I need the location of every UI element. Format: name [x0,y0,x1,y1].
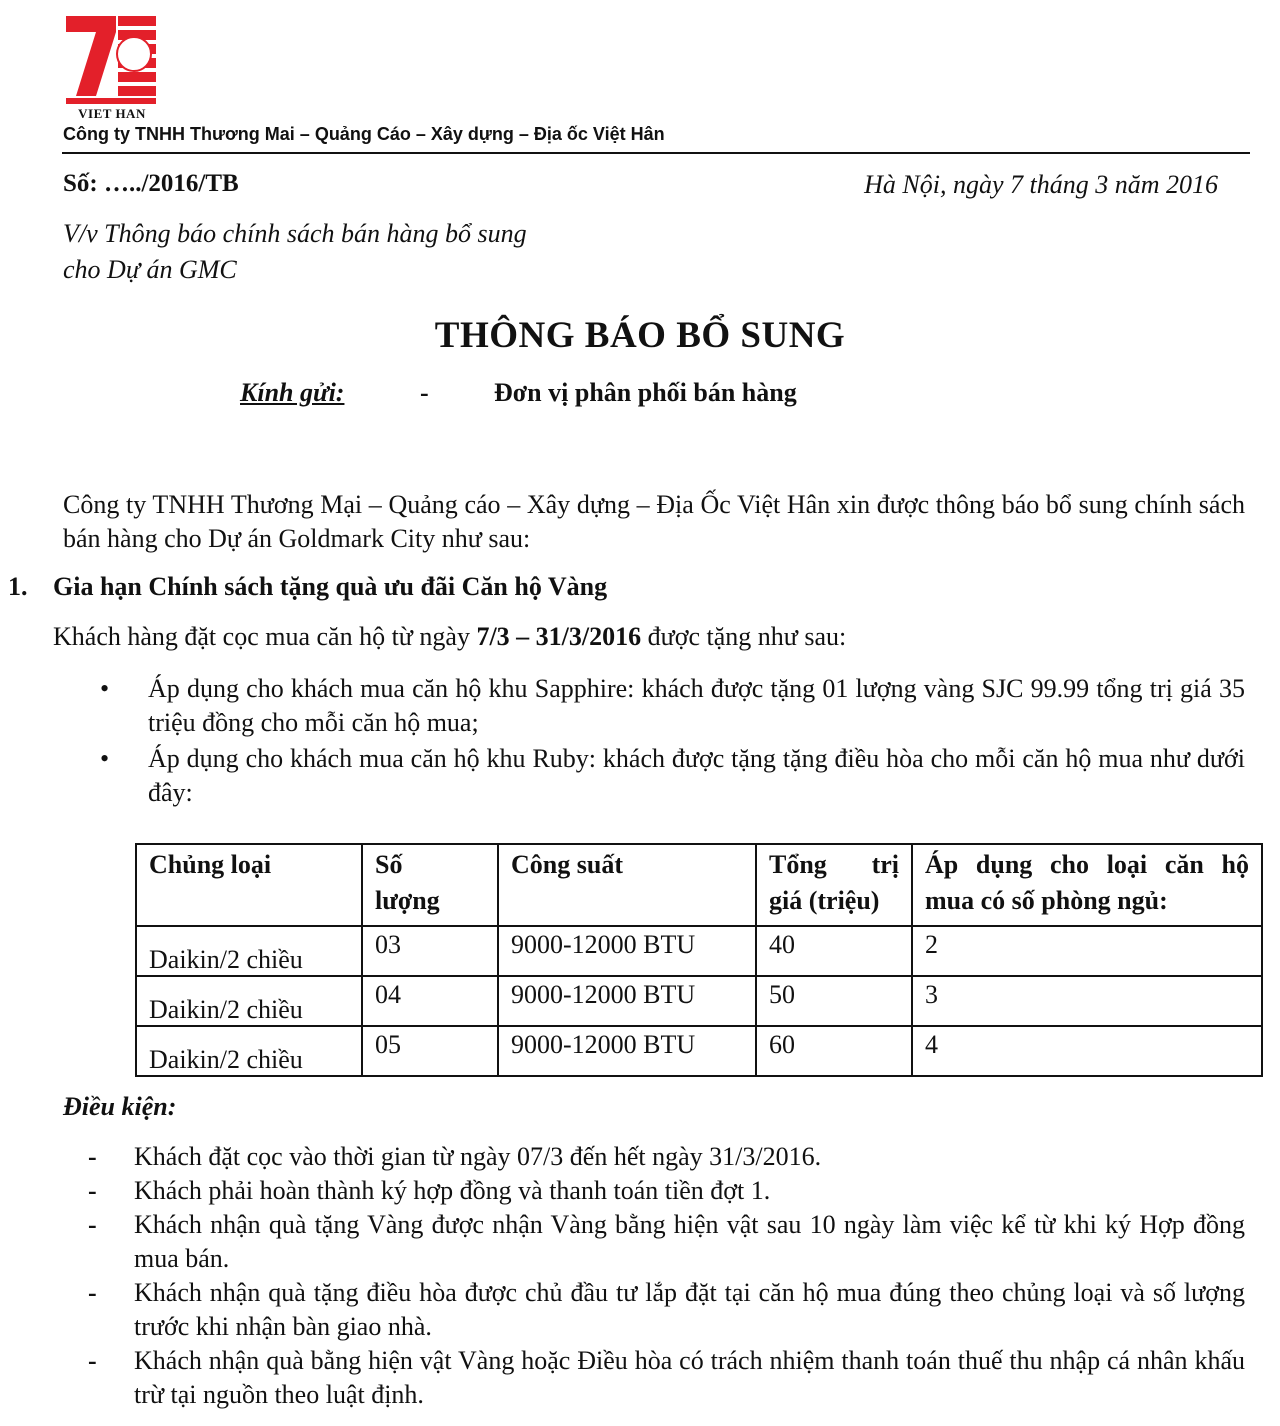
conditions-heading: Điều kiện: [63,1092,177,1121]
list-item-text: Áp dụng cho khách mua căn hộ khu Ruby: khách được tặng tặng điều hòa cho mỗi căn hộ mua như dưới đây: [148,744,1245,807]
list-item-text: Áp dụng cho khách mua căn hộ khu Sapphire: khách được tặng 01 lượng vàng SJC 99.99 tổng trị giá 35 triệu đồng cho mỗi căn hộ mua; [148,674,1245,737]
list-item [100,742,1245,810]
company-name: Công ty TNHH Thương Mai – Quảng Cáo – Xây dựng – Địa ốc Việt Hân [63,124,665,144]
dash-marker: - [88,1346,97,1375]
cell-type: Daikin/2 chiều [136,926,362,976]
recipient-dash: - [420,378,429,407]
intro-paragraph: Công ty TNHH Thương Mại – Quảng cáo – Xây dựng – Địa Ốc Việt Hân xin được thông báo bổ sung chính sách bán hàng cho Dự án Goldmark City như sau: [63,490,1245,553]
section-1-title: Gia hạn Chính sách tặng quà ưu đãi Căn hộ Vàng [53,572,608,601]
list-item [88,1344,1245,1412]
header-power-text: Công suất [511,850,623,879]
dash-marker: - [88,1142,97,1171]
document-date: Hà Nội, ngày 7 tháng 3 năm 2016 [864,170,1218,199]
section-1-lead [53,622,846,652]
cell-type: Daikin/2 chiều [136,976,362,1026]
viet-han-logo-icon [66,14,158,110]
subject-line-2: cho Dự án GMC [63,255,237,284]
cell-value: 40 [756,926,912,976]
conditions-list [88,1140,1245,1412]
header-value-word-2: trị [871,850,899,879]
header-qty-line-2: lượng [375,886,440,915]
list-item [100,672,1245,740]
header-type-text: Chủng loại [149,850,272,879]
recipient-label: Kính gửi: [240,378,345,407]
table-row [136,926,1262,976]
dash-marker: - [88,1278,97,1307]
header-value-word-1: Tổng [769,850,827,879]
header-apply-line-2: mua có số phòng ngủ: [925,886,1168,915]
lead-dates: 7/3 – 31/3/2016 [476,622,642,651]
cell-value: 50 [756,976,912,1026]
header-qty-line-1: Số [375,850,403,879]
header-power [498,844,756,926]
section-1-heading [8,572,607,602]
subject-line-1: V/v Thông báo chính sách bán hàng bổ sung [63,219,527,248]
condition-text: Khách nhận quà tặng Vàng được nhận Vàng bằng hiện vật sau 10 ngày làm việc kể từ khi ký Hợp đồng mua bán. [134,1210,1245,1273]
dash-marker: - [88,1176,97,1205]
offer-list [100,672,1245,812]
header-apply-line-1: Áp dụng cho loại căn hộ [925,850,1249,879]
list-item [88,1208,1245,1276]
lead-text-start: Khách hàng đặt cọc mua căn hộ từ ngày [53,622,477,651]
table-row [136,976,1262,1026]
cell-rooms: 4 [912,1026,1262,1076]
document-title: THÔNG BÁO BỔ SUNG [434,315,846,356]
section-1-number: 1. [8,572,28,601]
cell-value: 60 [756,1026,912,1076]
cell-power: 9000-12000 BTU [498,1026,756,1076]
cell-power: 9000-12000 BTU [498,926,756,976]
cell-rooms: 3 [912,976,1262,1026]
table-header-row [136,844,1262,926]
list-item [88,1140,1245,1174]
cell-qty: 05 [362,1026,498,1076]
condition-text: Khách nhận quà bằng hiện vật Vàng hoặc Điều hòa có trách nhiệm thanh toán thuế thu nhập cá nhân khấu trừ tại nguồn theo luật định. [134,1346,1245,1409]
cell-rooms: 2 [912,926,1262,976]
header-type [136,844,362,926]
lead-text-end: được tặng như sau: [641,622,847,651]
logo-caption: VIET HAN [78,106,146,121]
cell-qty: 03 [362,926,498,976]
header-apply [912,844,1262,926]
document-number: Số: …../2016/TB [63,170,239,197]
header-qty [362,844,498,926]
company-logo [66,14,158,110]
list-item [88,1174,1245,1208]
cell-power: 9000-12000 BTU [498,976,756,1026]
header-value-line-1 [769,847,899,883]
dash-marker: - [88,1210,97,1239]
header-value [756,844,912,926]
condition-text: Khách đặt cọc vào thời gian từ ngày 07/3 đến hết ngày 31/3/2016. [134,1142,822,1171]
header-divider [62,152,1250,154]
condition-text: Khách nhận quà tặng điều hòa được chủ đầu tư lắp đặt tại căn hộ mua đúng theo chủng loại và số lượng trước khi nhận bàn giao nhà. [134,1278,1245,1341]
header-value-line-2: giá (triệu) [769,886,880,915]
table-row [136,1026,1262,1076]
condition-text: Khách phải hoàn thành ký hợp đồng và thanh toán tiền đợt 1. [134,1176,771,1205]
bullet-icon: • [100,744,110,773]
bullet-icon: • [100,674,110,703]
list-item [88,1276,1245,1344]
cell-qty: 04 [362,976,498,1026]
document-subject [63,216,527,288]
air-conditioner-table [135,843,1263,1077]
cell-type: Daikin/2 chiều [136,1026,362,1076]
recipient-value: Đơn vị phân phối bán hàng [494,378,797,407]
